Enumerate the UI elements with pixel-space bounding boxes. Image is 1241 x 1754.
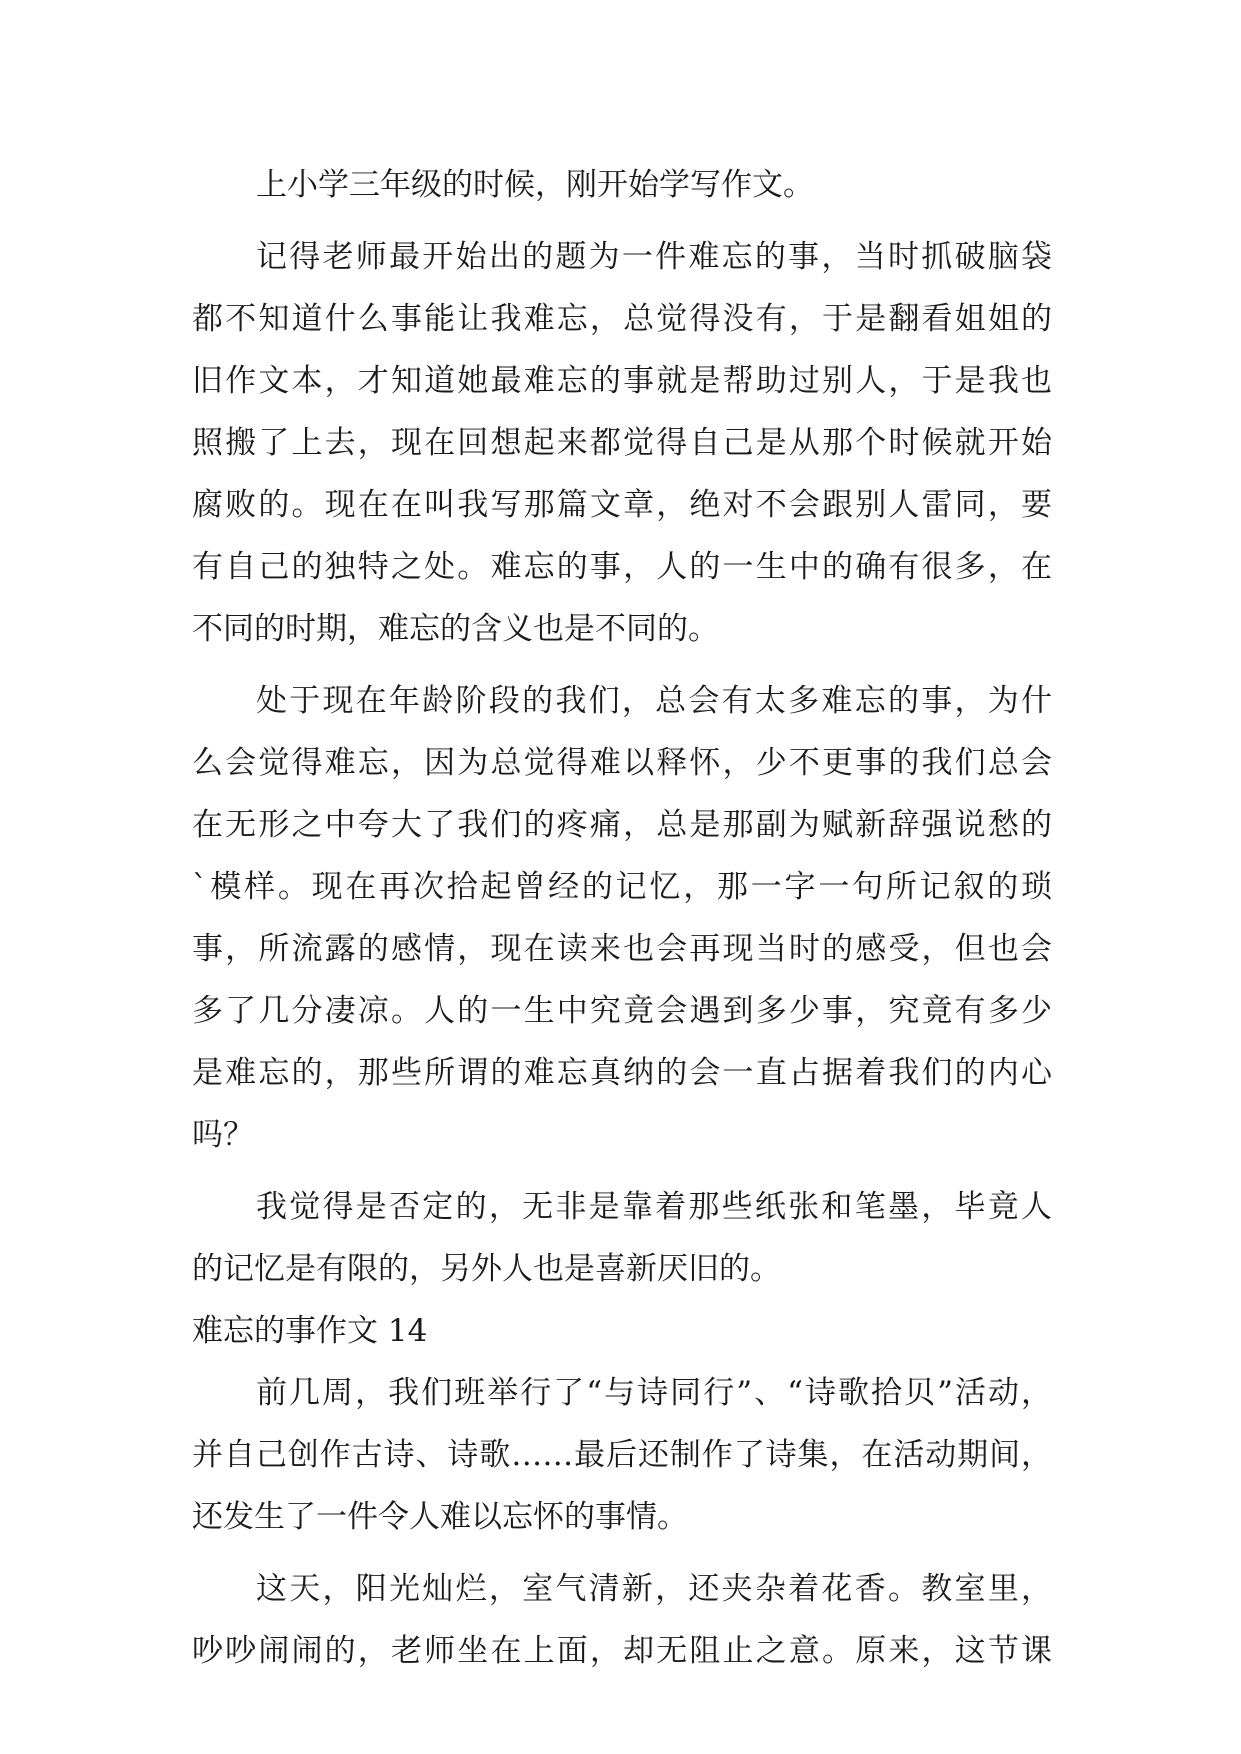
text-line: 都不知道什么事能让我难忘，总觉得没有，于是翻看姐姐的 xyxy=(192,301,1052,337)
text-line: 有自己的独特之处。难忘的事，人的一生中的确有很多，在 xyxy=(192,549,1052,585)
text-line: 上小学三年级的时候，刚开始学写作文。 xyxy=(256,167,814,203)
text-line: 多了几分凄凉。人的一生中究竟会遇到多少事，究竟有多少 xyxy=(192,993,1052,1029)
text-line: 事，所流露的感情，现在读来也会再现当时的感受，但也会 xyxy=(192,931,1052,967)
text-line: 在无形之中夸大了我们的疼痛，总是那副为赋新辞强说愁的 xyxy=(192,807,1052,843)
text-line: 处于现在年龄阶段的我们，总会有太多难忘的事，为什 xyxy=(256,683,1052,719)
text-line: 腐败的。现在在叫我写那篇文章，绝对不会跟别人雷同，要 xyxy=(192,487,1052,523)
paragraph xyxy=(192,226,1052,660)
text-line: 的记忆是有限的，另外人也是喜新厌旧的。 xyxy=(192,1251,781,1287)
paragraph xyxy=(192,1176,1052,1300)
text-line: 记得老师最开始出的题为一件难忘的事，当时抓破脑袋 xyxy=(256,239,1052,275)
text-line: 这天，阳光灿烂，室气清新，还夹杂着花香。教室里， xyxy=(256,1571,1052,1607)
text-line: 是难忘的，那些所谓的难忘真纳的会一直占据着我们的内心 xyxy=(192,1055,1052,1091)
text-line: 并自己创作古诗、诗歌……最后还制作了诗集，在活动期间， xyxy=(192,1437,1052,1473)
text-line: 不同的时期，难忘的含义也是不同的。 xyxy=(192,611,719,647)
text-line: 照搬了上去，现在回想起来都觉得自己是从那个时候就开始 xyxy=(192,425,1052,461)
text-line: 还发生了一件令人难以忘怀的事情。 xyxy=(192,1499,688,1535)
section-heading xyxy=(192,1300,1052,1362)
document-body xyxy=(192,154,1052,1682)
text-line: 么会觉得难忘，因为总觉得难以释怀，少不更事的我们总会 xyxy=(192,745,1052,781)
text-line: 旧作文本，才知道她最难忘的事就是帮助过别人，于是我也 xyxy=(192,363,1052,399)
paragraph xyxy=(192,154,1052,216)
text-line: 吗？ xyxy=(192,1117,254,1153)
paragraph xyxy=(192,670,1052,1166)
heading-text: 难忘的事作文 14 xyxy=(192,1313,428,1349)
text-line: 吵吵闹闹的，老师坐在上面，却无阻止之意。原来，这节课 xyxy=(192,1633,1052,1669)
paragraph xyxy=(192,1558,1052,1682)
text-line: `模样。现在再次拾起曾经的记忆，那一字一句所记叙的琐 xyxy=(192,869,1052,905)
text-line: 我觉得是否定的，无非是靠着那些纸张和笔墨，毕竟人 xyxy=(256,1189,1052,1225)
text-line: 前几周，我们班举行了“与诗同行”、“诗歌拾贝”活动， xyxy=(256,1375,1052,1411)
paragraph xyxy=(192,1362,1052,1548)
